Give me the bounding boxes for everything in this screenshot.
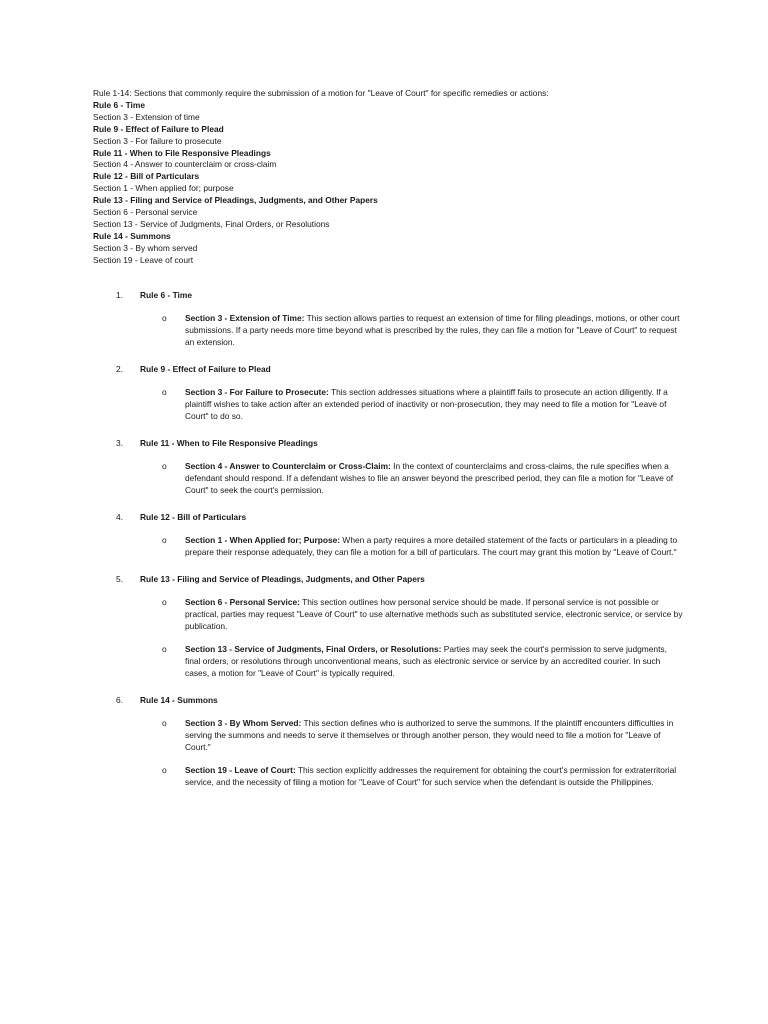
summary-rule-line: Rule 9 - Effect of Failure to Plead	[93, 123, 224, 134]
rule-title: Rule 14 - Summons	[140, 695, 218, 705]
rule-item	[93, 363, 683, 437]
rule-sections	[93, 596, 683, 679]
rule-title: Rule 9 - Effect of Failure to Plead	[140, 364, 271, 374]
rule-heading	[93, 694, 683, 706]
rule-heading	[93, 511, 683, 523]
rule-sections	[93, 386, 683, 422]
rule-title: Rule 12 - Bill of Particulars	[140, 512, 247, 522]
rule-heading	[93, 363, 683, 375]
summary-rule-line: Rule 11 - When to File Responsive Pleadings	[93, 147, 271, 158]
bullet-icon: o	[162, 387, 167, 397]
bullet-icon: o	[162, 597, 167, 607]
summary-section-line: Section 4 - Answer to counterclaim or cross-claim	[93, 159, 277, 170]
rule-title: Rule 13 - Filing and Service of Pleadings, Judgments, and Other Papers	[140, 574, 425, 584]
rule-number: 1.	[116, 290, 123, 300]
section-item	[93, 643, 683, 679]
bullet-icon: o	[162, 644, 167, 654]
summary-rule-line: Rule 12 - Bill of Particulars	[93, 171, 200, 182]
summary-intro: Rule 1-14: Sections that commonly require the submission of a motion for "Leave of Court" for specific remedies or actions:	[93, 88, 549, 98]
summary-section-line: Section 13 - Service of Judgments, Final Orders, or Resolutions	[93, 218, 330, 229]
rule-item	[93, 573, 683, 694]
summary-rule-line: Rule 6 - Time	[93, 99, 145, 110]
rule-title: Rule 11 - When to File Responsive Pleadings	[140, 438, 318, 448]
section-description: When a party requires a more detailed statement of the facts or particulars in a pleading to prepare their response adequately, they can file a motion for a bill of particulars. The court may grant this motion by "Leave of Court."	[185, 535, 678, 557]
rule-heading	[93, 573, 683, 585]
rule-item	[93, 437, 683, 511]
section-description: This section defines who is authorized to serve the summons. If the plaintiff encounters difficulties in serving the summons and needs to serve it themselves or through another person, they would need to file a motion for "Leave of Court."	[185, 718, 674, 752]
section-name: Section 4 - Answer to Counterclaim or Cross-Claim:	[185, 461, 391, 471]
rule-number: 5.	[116, 574, 123, 584]
summary-section-line: Section 3 - For failure to prosecute	[93, 135, 222, 146]
section-name: Section 3 - By Whom Served:	[185, 718, 302, 728]
bullet-icon: o	[162, 718, 167, 728]
rule-item	[93, 694, 683, 803]
rule-heading	[93, 289, 683, 301]
rule-number: 6.	[116, 695, 123, 705]
summary-section-line: Section 6 - Personal service	[93, 207, 198, 218]
section-item	[93, 460, 683, 496]
section-name: Section 6 - Personal Service:	[185, 597, 300, 607]
section-item	[93, 386, 683, 422]
section-name: Section 1 - When Applied for; Purpose:	[185, 535, 341, 545]
section-description: This section allows parties to request an extension of time for filing pleadings, motions, or other court submissions. If a party needs more time beyond what is prescribed by the rules, they can file a motion for "Leave of Court" to request an extension.	[185, 313, 680, 347]
summary-section-line: Section 1 - When applied for; purpose	[93, 183, 234, 194]
summary-section-line: Section 19 - Leave of court	[93, 254, 194, 265]
section-item	[93, 534, 683, 558]
rule-sections	[93, 460, 683, 496]
bullet-icon: o	[162, 765, 167, 775]
summary-rule-line: Rule 13 - Filing and Service of Pleadings, Judgments, and Other Papers	[93, 195, 378, 206]
section-description: This section addresses situations where a plaintiff fails to prosecute an action diligently. If a plaintiff wishes to take action after an extended period of inactivity or non-prosecution, they may need to file a motion for "Leave of Court" to do so.	[185, 387, 668, 421]
rule-heading	[93, 437, 683, 449]
rule-number: 2.	[116, 364, 123, 374]
section-name: Section 13 - Service of Judgments, Final Orders, or Resolutions:	[185, 644, 442, 654]
bullet-icon: o	[162, 535, 167, 545]
section-item	[93, 312, 683, 348]
rule-sections	[93, 312, 683, 348]
summary-section-line: Section 3 - Extension of time	[93, 111, 200, 122]
rule-spacer	[93, 799, 683, 803]
section-description: Parties may seek the court's permission to serve judgments, final orders, or resolutions through unconventional means, such as electronic service or service by an accredited courier. In such cases, a motion for "Leave of Court" is typically required.	[185, 644, 667, 678]
section-name: Section 19 - Leave of Court:	[185, 765, 296, 775]
bullet-icon: o	[162, 461, 167, 471]
summary-rule-line: Rule 14 - Summons	[93, 230, 171, 241]
rule-number: 3.	[116, 438, 123, 448]
section-description: In the context of counterclaims and cross-claims, the rule specifies when a defendant should respond. If a defendant wishes to file an answer beyond the prescribed period, they can file a motion for "Leave of Court" to seek the court's permission.	[185, 461, 674, 495]
summary-section-line: Section 3 - By whom served	[93, 242, 198, 253]
rule-number: 4.	[116, 512, 123, 522]
rule-item	[93, 511, 683, 573]
section-item	[93, 764, 683, 788]
rule-title: Rule 6 - Time	[140, 290, 192, 300]
section-description: This section explicitly addresses the requirement for obtaining the court's permission for extraterritorial service, and the necessity of filing a motion for "Leave of Court" for such service when the defendant is outside the Philippines.	[185, 765, 677, 787]
section-item	[93, 596, 683, 632]
rule-sections	[93, 717, 683, 788]
summary-block	[93, 88, 693, 267]
rule-sections	[93, 534, 683, 558]
rules-list	[93, 289, 683, 803]
bullet-icon: o	[162, 313, 167, 323]
section-name: Section 3 - Extension of Time:	[185, 313, 305, 323]
rule-item	[93, 289, 683, 363]
section-item	[93, 717, 683, 753]
section-name: Section 3 - For Failure to Prosecute:	[185, 387, 329, 397]
section-description: This section outlines how personal service should be made. If personal service is not possible or practical, parties may request "Leave of Court" to use alternative methods such as substituted service, electronic service, or service by publication.	[185, 597, 683, 631]
